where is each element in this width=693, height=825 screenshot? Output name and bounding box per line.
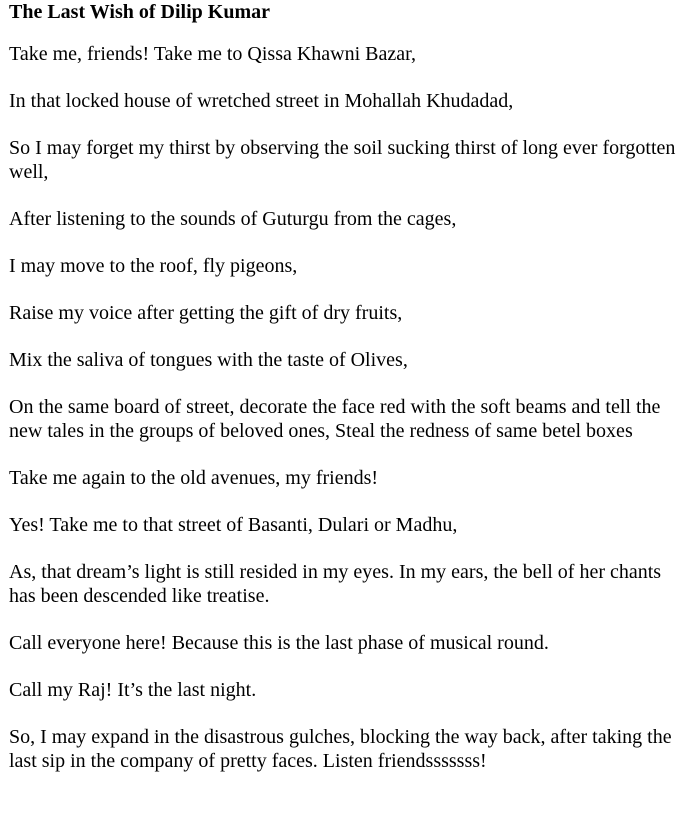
poem-line-2: In that locked house of wretched street in Mohallah Khudadad, bbox=[9, 90, 514, 112]
poem-document bbox=[9, 0, 689, 773]
poem-line-3: So I may forget my thirst by observing the soil sucking thirst of long ever forgotten well, bbox=[9, 137, 676, 183]
poem-line-9: Take me again to the old avenues, my friends! bbox=[9, 467, 379, 489]
poem-line-7: Mix the saliva of tongues with the taste of Olives, bbox=[9, 349, 408, 371]
poem-line-10: Yes! Take me to that street of Basanti, Dulari or Madhu, bbox=[9, 514, 458, 536]
poem-line-4: After listening to the sounds of Guturgu from the cages, bbox=[9, 208, 457, 230]
poem-line-8: On the same board of street, decorate the face red with the soft beams and tell the new tales in the groups of beloved ones, Steal the redness of same betel boxes bbox=[9, 396, 661, 442]
poem-line-6: Raise my voice after getting the gift of dry fruits, bbox=[9, 302, 403, 324]
poem-line-5: I may move to the roof, fly pigeons, bbox=[9, 255, 298, 277]
poem-line-14: So, I may expand in the disastrous gulches, blocking the way back, after taking the last sip in the company of pretty faces. Listen friendsssssss! bbox=[9, 726, 672, 772]
poem-line-13: Call my Raj! It’s the last night. bbox=[9, 679, 257, 701]
poem-line-12: Call everyone here! Because this is the last phase of musical round. bbox=[9, 632, 549, 654]
poem-line-1: Take me, friends! Take me to Qissa Khawni Bazar, bbox=[9, 43, 417, 65]
poem-title: The Last Wish of Dilip Kumar bbox=[9, 1, 270, 23]
poem-line-11: As, that dream’s light is still resided in my eyes. In my ears, the bell of her chants has been descended like treatise. bbox=[9, 561, 662, 607]
